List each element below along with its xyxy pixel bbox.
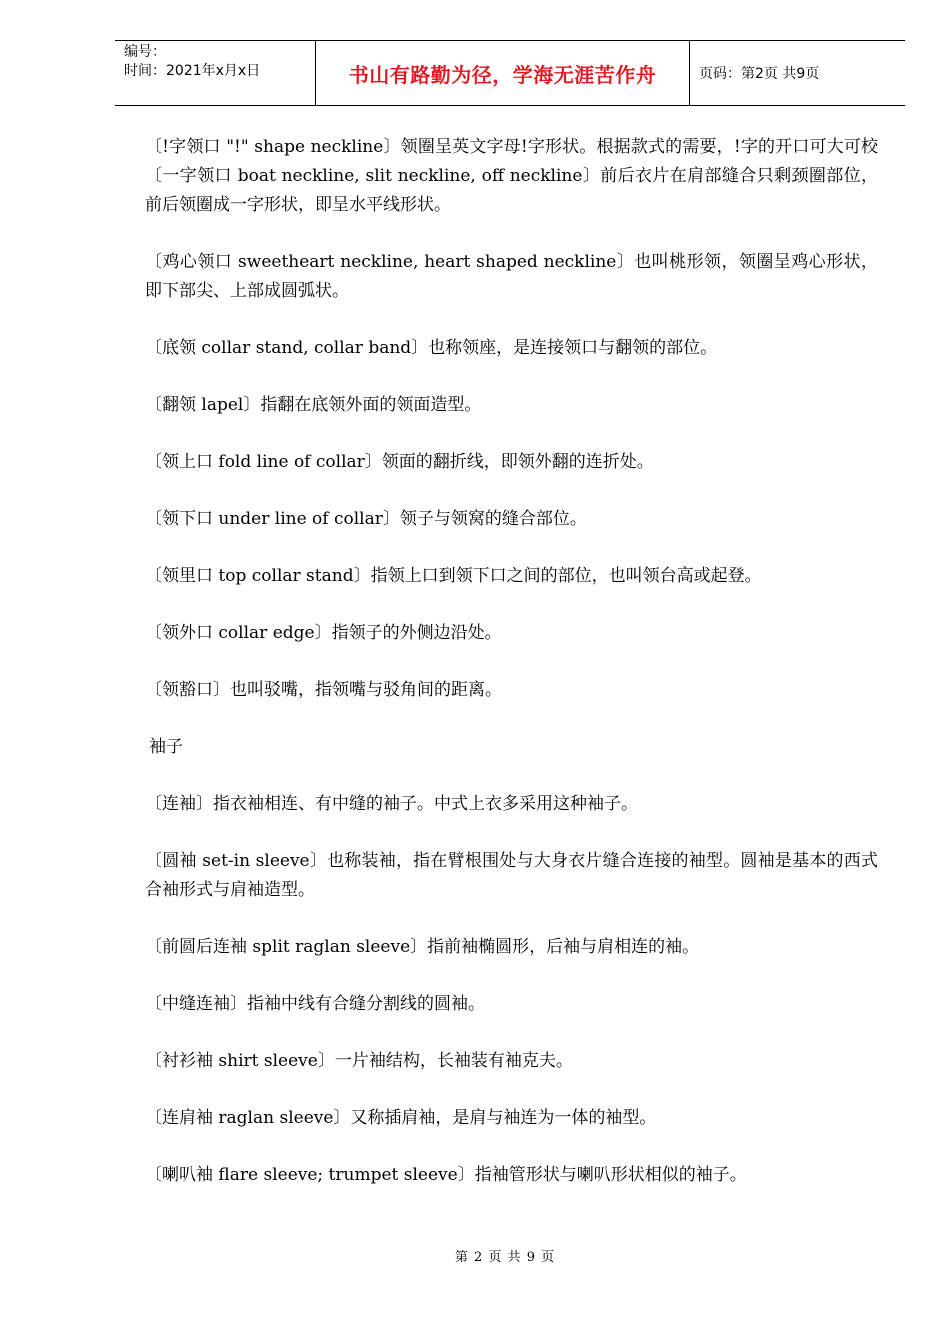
paragraph: 〔中缝连袖〕指袖中线有合缝分割线的圆袖。 [145,994,485,1014]
paragraph: 〔领豁口〕也叫驳嘴，指领嘴与驳角间的距离。 [145,680,502,700]
header-meta [115,41,316,105]
page-header [115,40,905,106]
document-body [145,133,878,1218]
page-footer: 第 2 页 共 9 页 [454,1250,556,1265]
paragraph: 〔前圆后连袖 split raglan sleeve〕指前袖椭圆形，后袖与肩相连的袖。 [145,937,700,957]
paragraph: 〔领下口 under line of collar〕领子与领窝的缝合部位。 [145,509,587,529]
paragraph: 〔喇叭袖 flare sleeve; trumpet sleeve〕指袖管形状与喇叭形状相似的袖子。 [145,1165,747,1185]
paragraph: 〔底领 collar stand, collar band〕也称领座，是连接领口与翻领的部位。 [145,338,718,358]
paragraph: 〔领里口 top collar stand〕指领上口到领下口之间的部位，也叫领台高或起登。 [145,566,762,586]
header-page-info: 页码：第2页 共9页 [699,66,820,82]
paragraph: 〔连袖〕指衣袖相连、有中缝的袖子。中式上衣多采用这种袖子。 [145,794,638,814]
paragraph: 〔连肩袖 raglan sleeve〕又称插肩袖，是肩与袖连为一体的袖型。 [145,1108,657,1128]
section-heading: 袖子 [149,737,183,757]
code-label: 编号： [124,44,166,60]
paragraph: 〔领上口 fold line of collar〕领面的翻折线，即领外翻的连折处。 [145,452,654,472]
paragraph: 〔圆袖 set-in sleeve〕也称装袖，指在臂根围处与大身衣片缝合连接的袖型。圆袖是基本的西式合袖形式与肩袖造型。 [145,851,878,900]
header-motto: 书山有路勤为径，学海无涯苦作舟 [316,41,690,105]
paragraph: 〔翻领 lapel〕指翻在底领外面的领面造型。 [145,395,482,415]
paragraph: 〔鸡心领口 sweetheart neckline, heart shaped neckline〕也叫桃形领，领圈呈鸡心形状，即下部尖、上部成圆弧状。 [145,252,878,301]
paragraph: 〔领外口 collar edge〕指领子的外侧边沿处。 [145,623,502,643]
paragraph: 〔!字领口 "!" shape neckline〕领圈呈英文字母!字形状。根据款式的需要，!字的开口可大可校〔一字领口 boat neckline, slit neckline, off neckline〕前后衣片在肩部缝合只剩颈圈部位，前后领圈成一字形状，即呈水平线形状。 [145,137,878,215]
paragraph: 〔衬衫袖 shirt sleeve〕一片袖结构，长袖装有袖克夫。 [145,1051,573,1071]
time-label: 时间：2021年x月x日 [124,63,261,79]
